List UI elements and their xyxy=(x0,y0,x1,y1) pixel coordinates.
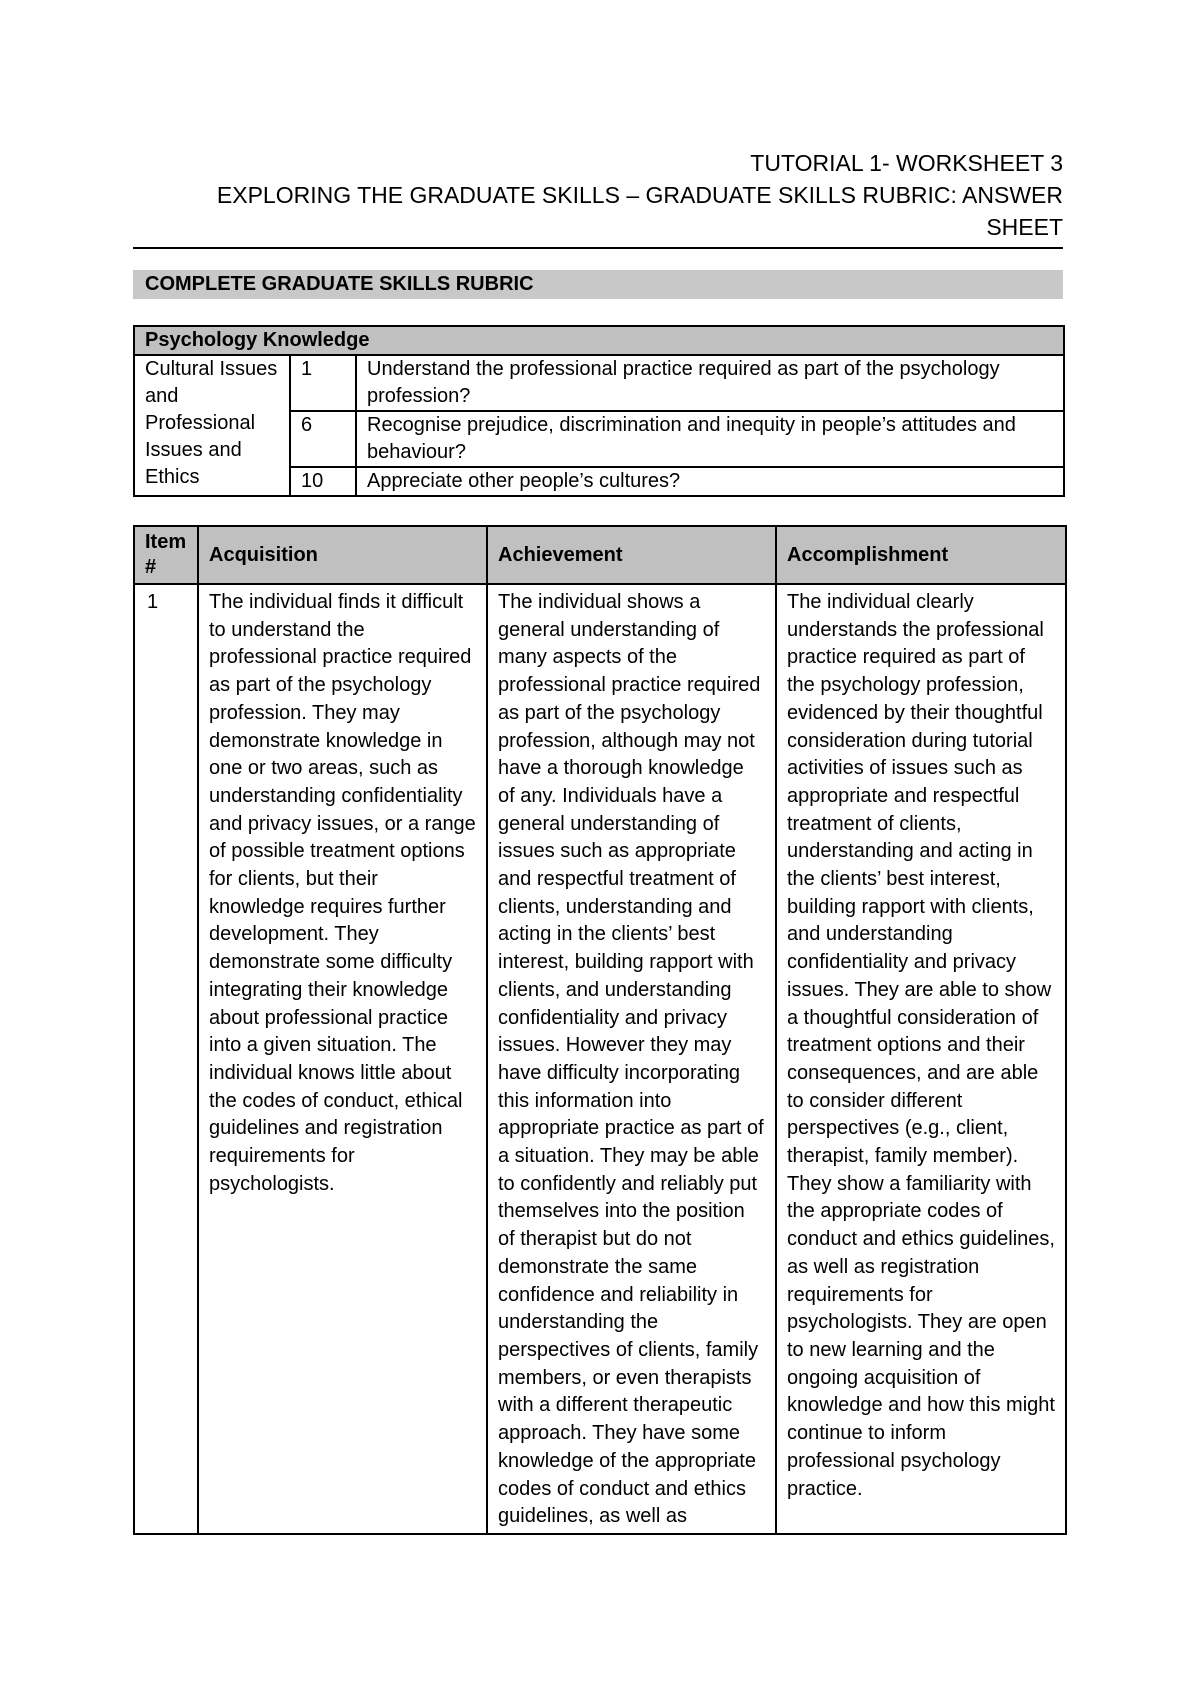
psychology-knowledge-table xyxy=(133,325,1065,497)
item-number: 10 xyxy=(290,467,356,496)
header-line-3: SHEET xyxy=(986,214,1063,240)
column-header-item: Item # xyxy=(134,526,198,584)
header-line-2: EXPLORING THE GRADUATE SKILLS – GRADUATE SKILLS RUBRIC: ANSWER xyxy=(216,182,1063,208)
rubric-item-number: 1 xyxy=(134,584,198,1534)
column-header-achievement: Achievement xyxy=(487,526,776,584)
item-description: Understand the professional practice required as part of the psychology profession? xyxy=(356,355,1064,411)
acquisition-cell: The individual finds it difficult to understand the professional practice required as part of the psychology profession. They may demonstrate knowledge in one or two areas, such as understanding confidentiality and privacy issues, or a range of possible treatment options for clients, but their knowledge requires further development. They demonstrate some difficulty integrating their knowledge about professional practice into a given situation. The individual knows little about the codes of conduct, ethical guidelines and registration requirements for psychologists. xyxy=(198,584,487,1534)
section-title: COMPLETE GRADUATE SKILLS RUBRIC xyxy=(133,270,1063,299)
table-row xyxy=(134,584,1066,1534)
item-description: Appreciate other people’s cultures? xyxy=(356,467,1064,496)
item-number: 6 xyxy=(290,411,356,467)
item-description: Recognise prejudice, discrimination and inequity in people’s attitudes and behaviour? xyxy=(356,411,1064,467)
category-cell: Cultural Issues and Professional Issues and Ethics xyxy=(134,355,290,496)
rubric-table xyxy=(133,525,1067,1535)
document-header xyxy=(133,147,1063,249)
header-line-1: TUTORIAL 1- WORKSHEET 3 xyxy=(750,150,1063,176)
item-number: 1 xyxy=(290,355,356,411)
psychology-knowledge-title: Psychology Knowledge xyxy=(134,326,1064,355)
column-header-acquisition: Acquisition xyxy=(198,526,487,584)
achievement-cell: The individual shows a general understanding of many aspects of the professional practice required as part of the psychology profession, although may not have a thorough knowledge of any. Individuals have a general understanding of issues such as appropriate and respectful treatment of clients, understanding and acting in the clients’ best interest, building rapport with clients, and understanding confidentiality and privacy issues. However they may have difficulty incorporating this information into appropriate practice as part of a situation. They may be able to confidently and reliably put themselves into the position of therapist but do not demonstrate the same confidence and reliability in understanding the perspectives of clients, family members, or even therapists with a different therapeutic approach. They have some knowledge of the appropriate codes of conduct and ethics guidelines, as well as xyxy=(487,584,776,1534)
column-header-accomplishment: Accomplishment xyxy=(776,526,1066,584)
accomplishment-cell: The individual clearly understands the professional practice required as part of the psychology profession, evidenced by their thoughtful consideration during tutorial activities of issues such as appropriate and respectful treatment of clients, understanding and acting in the clients’ best interest, building rapport with clients, and understanding confidentiality and privacy issues. They are able to show a thoughtful consideration of treatment options and their consequences, and are able to consider different perspectives (e.g., client, therapist, family member). They show a familiarity with the appropriate codes of conduct and ethics guidelines, as well as registration requirements for psychologists. They are open to new learning and the ongoing acquisition of knowledge and how this might continue to inform professional psychology practice. xyxy=(776,584,1066,1534)
